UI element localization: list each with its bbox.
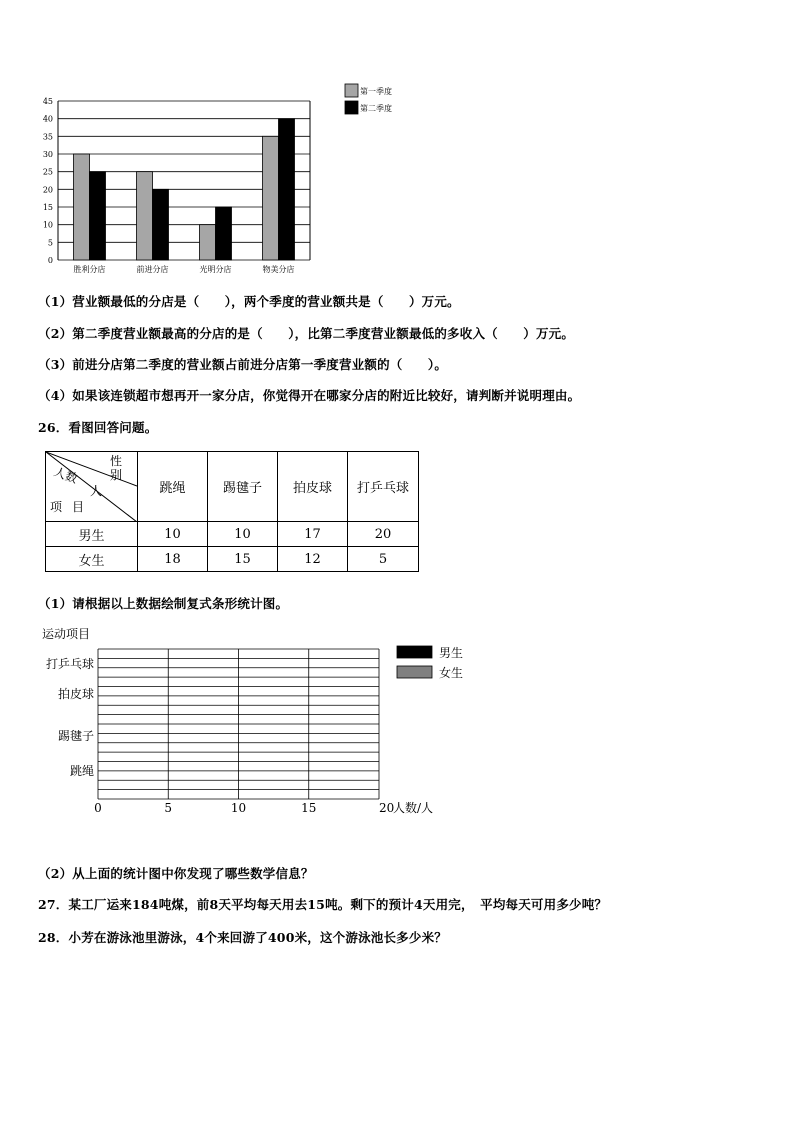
y-axis-title: 运动项目 [42,627,91,641]
q26-sub2: （2）从上面的统计图中你发现了哪些数学信息？ [38,866,314,881]
q25-sub1: （1）营业额最低的分店是（ ），两个季度的营业额共是（ ）万元。 [38,294,460,309]
y-tick-label: 35 [42,132,53,142]
x-tick-label: 20 [379,801,395,815]
category-label: 踢毽子 [57,729,94,743]
table-cell: 5 [348,547,419,572]
legend-swatch [397,666,432,678]
q28-text: 28．小芳在游泳池里游泳，4个来回游了400米，这个游泳池长多少米？ [38,930,447,945]
y-tick-label: 20 [42,185,53,195]
corner-item-label: 项目 [50,500,95,514]
table-corner-cell [46,452,138,522]
table-cell: 15 [208,547,278,572]
category-label: 光明分店 [199,265,232,274]
table-cell: 10 [208,522,278,547]
bar [216,207,232,260]
legend-label: 第二季度 [360,104,392,113]
q26-sub1: （1）请根据以上数据绘制复式条形统计图。 [38,596,289,611]
bar [137,172,153,260]
chart-grid [98,649,379,799]
bar [153,189,169,260]
y-tick-label: 15 [42,203,53,212]
sales-bar-chart [30,80,420,275]
category-label: 拍皮球 [57,687,94,701]
category-label: 前进分店 [136,265,169,274]
category-labels [74,264,295,274]
header-cell: 拍皮球 [278,452,348,522]
y-tick-labels [43,97,53,265]
bar [200,225,216,260]
legend-label: 男生 [439,646,464,660]
x-tick-label: 5 [164,801,173,815]
y-tick-label: 10 [42,220,53,230]
y-tick-label: 0 [47,256,53,265]
q25-sub3: （3）前进分店第二季度的营业额占前进分店第一季度营业额的（ ）。 [38,357,448,372]
table-row [46,522,419,547]
q26-title: 26．看图回答问题。 [38,420,158,435]
bar [90,172,106,260]
bar [74,154,90,260]
q27-text: 27．某工厂运来184吨煤，前8天平均每天用去15吨。剩下的预计4天用完， 平均每天可用多少吨？ [38,897,608,912]
category-label: 物美分店 [262,265,295,274]
legend [397,645,463,680]
blank-grid-chart [30,622,470,822]
corner-gender-label: 性别 [110,454,123,482]
y-tick-label: 30 [42,150,53,159]
x-tick-label: 10 [230,801,247,815]
legend-label: 第一季度 [360,87,392,96]
row-label: 女生 [46,547,138,572]
legend [345,84,392,114]
row-label: 男生 [46,522,138,547]
table-row [46,547,419,572]
legend-label: 女生 [439,666,464,680]
header-cell: 踢毽子 [208,452,278,522]
table-cell: 10 [138,522,208,547]
category-label: 胜利分店 [73,265,106,274]
y-tick-label: 5 [47,238,53,248]
bar [279,119,295,260]
y-tick-label: 25 [42,167,53,177]
data-table [45,451,419,572]
table-cell: 17 [278,522,348,547]
y-tick-label: 40 [42,114,53,124]
q25-sub4: （4）如果该连锁超市想再开一家分店，你觉得开在哪家分店的附近比较好，请判断并说明理由。 [38,388,581,403]
corner-person-label: 人 [90,484,103,498]
y-tick-label: 45 [42,97,53,106]
header-cell: 跳绳 [138,452,208,522]
category-label: 打乒乓球 [45,657,94,671]
axis-labels [42,626,433,815]
x-tick-label: 15 [301,801,317,815]
table-cell: 20 [348,522,419,547]
bar [263,136,279,260]
legend-swatch [345,101,358,114]
table-cell: 12 [278,547,348,572]
legend-swatch [397,646,432,658]
table-cell: 18 [138,547,208,572]
header-cell: 打乒乓球 [348,452,419,522]
x-unit-label: 人数/人 [393,801,434,815]
x-tick-label: 0 [94,801,102,815]
category-label: 跳绳 [69,764,94,778]
corner-count-label: 人数 [52,464,80,486]
q25-sub2: （2）第二季度营业额最高的分店的是（ ），比第二季度营业额最低的多收入（ ）万元。 [38,326,575,341]
legend-swatch [345,84,358,97]
